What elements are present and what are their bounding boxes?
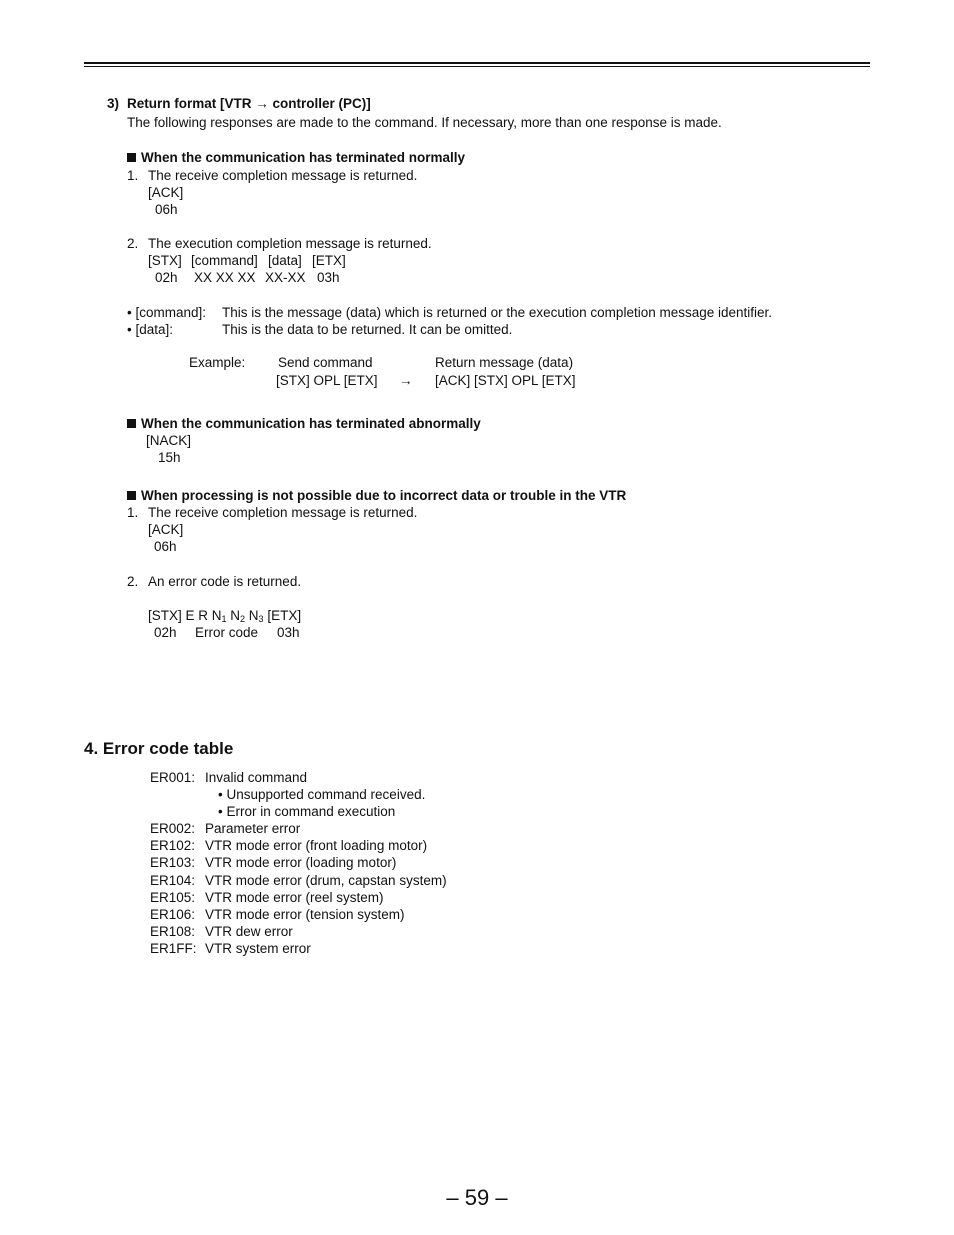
error-code-er104: ER104: (150, 873, 196, 888)
header-rule-thin (84, 66, 870, 67)
example-return-heading: Return message (data) (435, 355, 574, 370)
frame-field-etx: [ETX] (312, 253, 346, 268)
error-code-er1ff: ER1FF: (150, 941, 197, 956)
normal-item1-hex: 06h (155, 202, 178, 217)
example-return-value: [ACK] [STX] OPL [ETX] (435, 373, 576, 388)
bullet-data-desc: This is the data to be returned. It can be omitted. (222, 322, 513, 337)
frame-hex-data: XX-XX (265, 270, 306, 285)
error-desc-er1ff: VTR system error (205, 941, 311, 956)
normal-item1-num: 1. (127, 168, 139, 183)
error-desc-er106: VTR mode error (tension system) (205, 907, 405, 922)
normal-item1-text: The receive completion message is returned. (148, 168, 418, 183)
error-code-er001: ER001: (150, 770, 196, 785)
page-number: – 59 – (446, 1185, 508, 1210)
square-bullet-icon (127, 491, 136, 500)
section3-title: Return format [VTR → controller (PC)] (127, 96, 371, 111)
normal-item2-text: The execution completion message is returned. (148, 236, 432, 251)
error-code-er103: ER103: (150, 855, 196, 870)
trouble-heading: When processing is not possible due to incorrect data or trouble in the VTR (127, 487, 626, 504)
error-code-er108: ER108: (150, 924, 196, 939)
normal-heading: When the communication has terminated normally (127, 149, 465, 166)
example-label: Example: (189, 355, 246, 370)
example-send-value: [STX] OPL [ETX] (276, 373, 378, 388)
trouble-item1-text: The receive completion message is returned. (148, 505, 418, 520)
header-rule-thick (84, 62, 870, 64)
error-desc-er105: VTR mode error (reel system) (205, 890, 384, 905)
normal-item2-num: 2. (127, 236, 139, 251)
trouble-item1-num: 1. (127, 505, 139, 520)
frame-field-stx: [STX] (148, 253, 182, 268)
error-code-er106: ER106: (150, 907, 196, 922)
error-code-er102: ER102: (150, 838, 196, 853)
error-frame: [STX] E R $N_1$ $N_2$ $N_3$ [ETX] (148, 608, 302, 624)
error-subitem-execution: • Error in command execution (218, 804, 396, 819)
error-desc-er001: Invalid command (205, 770, 308, 785)
abnormal-hex: 15h (158, 450, 181, 465)
frame-hex-etx: 03h (317, 270, 340, 285)
error-frame-hex-code: Error code (195, 625, 259, 640)
error-desc-er104: VTR mode error (drum, capstan system) (205, 873, 447, 888)
section3-number: 3) (107, 96, 120, 111)
section4-title: 4. Error code table (84, 739, 234, 758)
abnormal-code: [NACK] (146, 433, 192, 448)
square-bullet-icon (127, 153, 136, 162)
error-frame-hex-stx: 02h (154, 625, 177, 640)
error-code-er105: ER105: (150, 890, 196, 905)
trouble-item2-num: 2. (127, 574, 139, 589)
error-desc-er102: VTR mode error (front loading motor) (205, 838, 428, 853)
error-frame-hex-etx: 03h (277, 625, 300, 640)
trouble-item1-hex: 06h (154, 539, 177, 554)
arrow-right-icon: → (399, 373, 413, 388)
error-code-er002: ER002: (150, 821, 196, 836)
error-subitem-unsupported: • Unsupported command received. (218, 787, 426, 802)
bullet-command-term: • [command]: (127, 305, 207, 320)
frame-hex-stx: 02h (155, 270, 178, 285)
bullet-data-term: • [data]: (127, 322, 174, 337)
abnormal-heading: When the communication has terminated abnormally (127, 415, 481, 432)
frame-field-command: [command] (191, 253, 258, 268)
frame-hex-command: XX XX XX (194, 270, 256, 285)
section3-intro: The following responses are made to the command. If necessary, more than one response is made. (127, 115, 722, 130)
trouble-item1-code: [ACK] (148, 522, 184, 537)
frame-field-data: [data] (268, 253, 302, 268)
normal-item1-code: [ACK] (148, 185, 184, 200)
example-send-heading: Send command (278, 355, 373, 370)
square-bullet-icon (127, 419, 136, 428)
bullet-command-desc: This is the message (data) which is returned or the execution completion message identifier. (222, 305, 773, 320)
error-desc-er108: VTR dew error (205, 924, 293, 939)
error-desc-er002: Parameter error (205, 821, 301, 836)
trouble-item2-text: An error code is returned. (148, 574, 302, 589)
error-desc-er103: VTR mode error (loading motor) (205, 855, 397, 870)
